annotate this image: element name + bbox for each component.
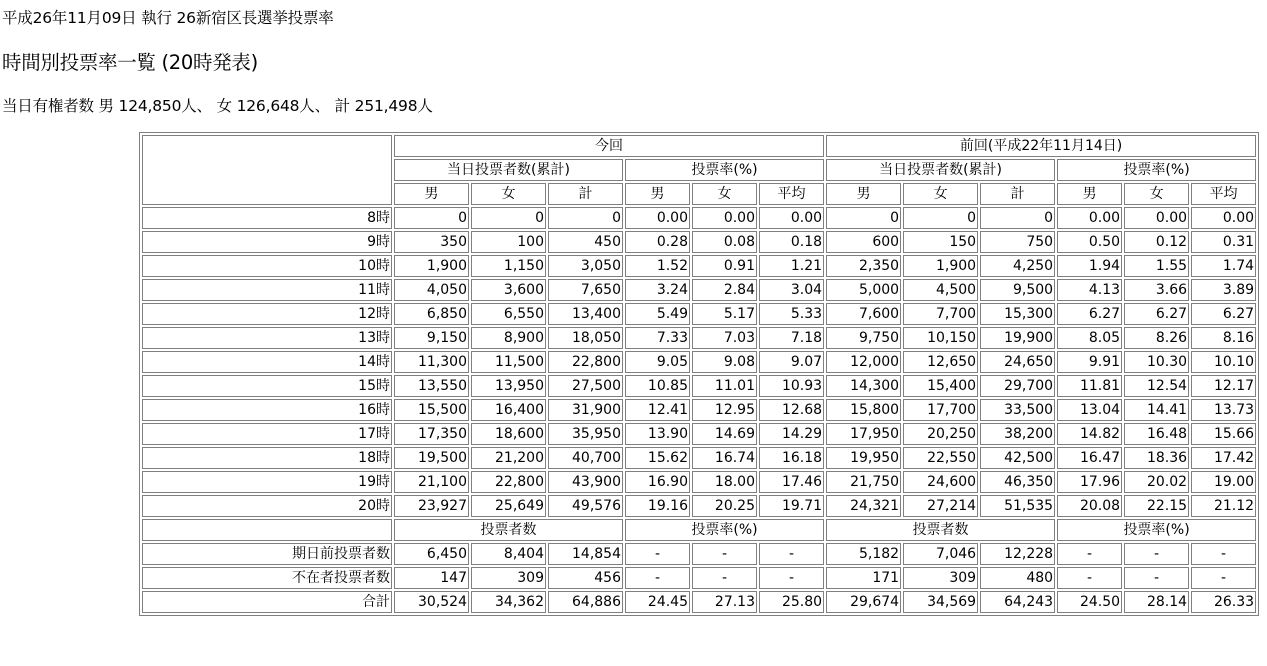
previous-cell: 1.94 xyxy=(1057,255,1122,277)
previous-cell: 309 xyxy=(903,567,978,589)
current-cell: 7.03 xyxy=(692,327,757,349)
current-cell: 24.45 xyxy=(625,591,690,613)
hourly-row xyxy=(142,279,1256,301)
summary-row xyxy=(142,543,1256,565)
previous-cell: 20.02 xyxy=(1124,471,1189,493)
previous-cell: 150 xyxy=(903,231,978,253)
row-label: 17時 xyxy=(142,423,392,445)
previous-cell: 1.55 xyxy=(1124,255,1189,277)
previous-count-header: 当日投票者数(累計) xyxy=(826,159,1055,181)
row-label: 14時 xyxy=(142,351,392,373)
col-total: 計 xyxy=(980,183,1055,205)
previous-cell: 64,243 xyxy=(980,591,1055,613)
current-cell: 19,500 xyxy=(394,447,469,469)
current-rate-header: 投票率(%) xyxy=(625,159,824,181)
previous-cell: 6.27 xyxy=(1057,303,1122,325)
current-cell: 12.41 xyxy=(625,399,690,421)
col-average: 平均 xyxy=(1191,183,1256,205)
previous-cell: 29,700 xyxy=(980,375,1055,397)
previous-cell: 46,350 xyxy=(980,471,1055,493)
current-cell: 21,100 xyxy=(394,471,469,493)
current-cell: 10.93 xyxy=(759,375,824,397)
extra-header xyxy=(142,519,1256,541)
col-female: 女 xyxy=(903,183,978,205)
col-male: 男 xyxy=(826,183,901,205)
current-cell: 5.33 xyxy=(759,303,824,325)
current-cell: 5.17 xyxy=(692,303,757,325)
current-cell: 3.04 xyxy=(759,279,824,301)
current-cell: 16.18 xyxy=(759,447,824,469)
current-cell: 34,362 xyxy=(471,591,546,613)
current-cell: 15.62 xyxy=(625,447,690,469)
current-cell: - xyxy=(759,543,824,565)
previous-cell: 8.05 xyxy=(1057,327,1122,349)
current-cell: 7.18 xyxy=(759,327,824,349)
hourly-rows xyxy=(142,207,1256,517)
previous-cell: 1.74 xyxy=(1191,255,1256,277)
previous-cell: 19.00 xyxy=(1191,471,1256,493)
previous-cell: 9,750 xyxy=(826,327,901,349)
current-cell: 27,500 xyxy=(548,375,623,397)
current-cell: 2.84 xyxy=(692,279,757,301)
current-cell: 15,500 xyxy=(394,399,469,421)
current-cell: 1.52 xyxy=(625,255,690,277)
previous-cell: 0 xyxy=(826,207,901,229)
previous-cell: 12.54 xyxy=(1124,375,1189,397)
current-cell: 6,850 xyxy=(394,303,469,325)
hourly-row xyxy=(142,423,1256,445)
current-cell: 43,900 xyxy=(548,471,623,493)
current-cell: 9.08 xyxy=(692,351,757,373)
row-label: 期日前投票者数 xyxy=(142,543,392,565)
previous-cell: 6.27 xyxy=(1124,303,1189,325)
current-cell: 16,400 xyxy=(471,399,546,421)
previous-cell: 2,350 xyxy=(826,255,901,277)
extra-rows xyxy=(142,543,1256,613)
current-cell: 35,950 xyxy=(548,423,623,445)
previous-cell: - xyxy=(1124,543,1189,565)
current-voters-header: 投票者数 xyxy=(394,519,623,541)
previous-cell: 0.00 xyxy=(1191,207,1256,229)
current-cell: 1.21 xyxy=(759,255,824,277)
current-cell: 7.33 xyxy=(625,327,690,349)
current-cell: 18,050 xyxy=(548,327,623,349)
current-cell: 0.00 xyxy=(692,207,757,229)
previous-cell: 0.12 xyxy=(1124,231,1189,253)
previous-cell: 15,300 xyxy=(980,303,1055,325)
previous-cell: 8.16 xyxy=(1191,327,1256,349)
previous-cell: - xyxy=(1191,567,1256,589)
current-cell: 10.85 xyxy=(625,375,690,397)
current-cell: 9.07 xyxy=(759,351,824,373)
previous-cell: 9.91 xyxy=(1057,351,1122,373)
previous-cell: 4,500 xyxy=(903,279,978,301)
current-cell: 31,900 xyxy=(548,399,623,421)
current-cell: 18.00 xyxy=(692,471,757,493)
current-cell: 4,050 xyxy=(394,279,469,301)
current-cell: 3.24 xyxy=(625,279,690,301)
extra-header-row xyxy=(142,519,1256,541)
current-cell: 16.90 xyxy=(625,471,690,493)
row-label: 不在者投票者数 xyxy=(142,567,392,589)
current-cell: 0 xyxy=(394,207,469,229)
previous-cell: 3.66 xyxy=(1124,279,1189,301)
previous-cell: - xyxy=(1124,567,1189,589)
col-female: 女 xyxy=(1124,183,1189,205)
current-cell: 23,927 xyxy=(394,495,469,517)
current-cell: 25.80 xyxy=(759,591,824,613)
summary-row xyxy=(142,567,1256,589)
row-label: 9時 xyxy=(142,231,392,253)
previous-cell: 13.04 xyxy=(1057,399,1122,421)
previous-cell: 12,000 xyxy=(826,351,901,373)
previous-cell: 11.81 xyxy=(1057,375,1122,397)
previous-cell: 14,300 xyxy=(826,375,901,397)
previous-cell: 3.89 xyxy=(1191,279,1256,301)
current-cell: 3,600 xyxy=(471,279,546,301)
previous-cell: 22.15 xyxy=(1124,495,1189,517)
previous-cell: 12.17 xyxy=(1191,375,1256,397)
previous-cell: 1,900 xyxy=(903,255,978,277)
current-cell: 49,576 xyxy=(548,495,623,517)
previous-cell: 19,900 xyxy=(980,327,1055,349)
previous-cell: 42,500 xyxy=(980,447,1055,469)
previous-cell: 16.47 xyxy=(1057,447,1122,469)
previous-cell: 480 xyxy=(980,567,1055,589)
col-female: 女 xyxy=(471,183,546,205)
previous-cell: 7,600 xyxy=(826,303,901,325)
current-cell: 14.29 xyxy=(759,423,824,445)
previous-cell: 20.08 xyxy=(1057,495,1122,517)
current-cell: 12.68 xyxy=(759,399,824,421)
current-cell: 17.46 xyxy=(759,471,824,493)
previous-cell: 7,700 xyxy=(903,303,978,325)
row-label: 13時 xyxy=(142,327,392,349)
col-average: 平均 xyxy=(759,183,824,205)
previous-rate-header: 投票率(%) xyxy=(1057,159,1256,181)
current-cell: - xyxy=(625,567,690,589)
previous-cell: 0.00 xyxy=(1057,207,1122,229)
hourly-row xyxy=(142,255,1256,277)
current-cell: 13,400 xyxy=(548,303,623,325)
hourly-row xyxy=(142,303,1256,325)
current-cell: 8,900 xyxy=(471,327,546,349)
previous-cell: 17.96 xyxy=(1057,471,1122,493)
current-count-header: 当日投票者数(累計) xyxy=(394,159,623,181)
previous-cell: 5,000 xyxy=(826,279,901,301)
current-cell: 12.95 xyxy=(692,399,757,421)
current-cell: 100 xyxy=(471,231,546,253)
current-cell: 13,550 xyxy=(394,375,469,397)
previous-cell: 4,250 xyxy=(980,255,1055,277)
previous-cell: - xyxy=(1057,543,1122,565)
current-cell: 350 xyxy=(394,231,469,253)
current-cell: 0.18 xyxy=(759,231,824,253)
previous-cell: 10,150 xyxy=(903,327,978,349)
current-cell: 30,524 xyxy=(394,591,469,613)
previous-cell: 12,650 xyxy=(903,351,978,373)
previous-cell: 21,750 xyxy=(826,471,901,493)
current-cell: 5.49 xyxy=(625,303,690,325)
corner-cell xyxy=(142,519,392,541)
col-male: 男 xyxy=(1057,183,1122,205)
previous-voters-header: 投票者数 xyxy=(826,519,1055,541)
previous-cell: 22,550 xyxy=(903,447,978,469)
col-total: 計 xyxy=(548,183,623,205)
previous-cell: 18.36 xyxy=(1124,447,1189,469)
previous-cell: 0 xyxy=(980,207,1055,229)
previous-cell: 4.13 xyxy=(1057,279,1122,301)
summary-row xyxy=(142,591,1256,613)
current-cell: 456 xyxy=(548,567,623,589)
current-cell: 11,500 xyxy=(471,351,546,373)
hourly-row xyxy=(142,495,1256,517)
previous-cell: 24,650 xyxy=(980,351,1055,373)
col-male: 男 xyxy=(394,183,469,205)
row-label: 18時 xyxy=(142,447,392,469)
previous-cell: 17,700 xyxy=(903,399,978,421)
current-cell: 450 xyxy=(548,231,623,253)
current-cell: 0 xyxy=(548,207,623,229)
current-cell: 19.71 xyxy=(759,495,824,517)
previous-cell: 24.50 xyxy=(1057,591,1122,613)
current-cell: 21,200 xyxy=(471,447,546,469)
previous-cell: 17,950 xyxy=(826,423,901,445)
current-cell: 0.28 xyxy=(625,231,690,253)
previous-cell: 21.12 xyxy=(1191,495,1256,517)
current-cell: 20.25 xyxy=(692,495,757,517)
group-current: 今回 xyxy=(394,135,824,157)
previous-cell: 24,321 xyxy=(826,495,901,517)
previous-cell: 9,500 xyxy=(980,279,1055,301)
previous-cell: 0 xyxy=(903,207,978,229)
current-cell: 0.00 xyxy=(625,207,690,229)
current-cell: - xyxy=(692,567,757,589)
previous-cell: 0.31 xyxy=(1191,231,1256,253)
previous-cell: 6.27 xyxy=(1191,303,1256,325)
row-label: 11時 xyxy=(142,279,392,301)
current-cell: 11.01 xyxy=(692,375,757,397)
hourly-row xyxy=(142,231,1256,253)
previous-cell: 24,600 xyxy=(903,471,978,493)
row-label: 10時 xyxy=(142,255,392,277)
current-rate-header: 投票率(%) xyxy=(625,519,824,541)
previous-cell: 38,200 xyxy=(980,423,1055,445)
previous-cell: 14.41 xyxy=(1124,399,1189,421)
current-cell: 16.74 xyxy=(692,447,757,469)
previous-cell: 33,500 xyxy=(980,399,1055,421)
previous-cell: 750 xyxy=(980,231,1055,253)
current-cell: 0.00 xyxy=(759,207,824,229)
previous-cell: 28.14 xyxy=(1124,591,1189,613)
previous-cell: 15,800 xyxy=(826,399,901,421)
current-cell: 0 xyxy=(471,207,546,229)
previous-cell: 171 xyxy=(826,567,901,589)
row-label: 15時 xyxy=(142,375,392,397)
previous-cell: 20,250 xyxy=(903,423,978,445)
current-cell: 19.16 xyxy=(625,495,690,517)
current-cell: - xyxy=(759,567,824,589)
row-label: 19時 xyxy=(142,471,392,493)
current-cell: 14.69 xyxy=(692,423,757,445)
previous-cell: 14.82 xyxy=(1057,423,1122,445)
current-cell: 18,600 xyxy=(471,423,546,445)
current-cell: 147 xyxy=(394,567,469,589)
previous-cell: 16.48 xyxy=(1124,423,1189,445)
current-cell: 6,550 xyxy=(471,303,546,325)
row-label: 16時 xyxy=(142,399,392,421)
current-cell: 8,404 xyxy=(471,543,546,565)
header-row-groups xyxy=(142,135,1256,157)
hourly-row xyxy=(142,327,1256,349)
previous-cell: 7,046 xyxy=(903,543,978,565)
hourly-row xyxy=(142,351,1256,373)
current-cell: 3,050 xyxy=(548,255,623,277)
registered-voters: 当日有権者数 男 124,850人、 女 126,648人、 計 251,498人 xyxy=(2,97,433,115)
hourly-row xyxy=(142,375,1256,397)
previous-cell: 26.33 xyxy=(1191,591,1256,613)
previous-cell: - xyxy=(1057,567,1122,589)
hourly-row xyxy=(142,447,1256,469)
previous-cell: 19,950 xyxy=(826,447,901,469)
current-cell: 13.90 xyxy=(625,423,690,445)
hourly-row xyxy=(142,399,1256,421)
current-cell: 64,886 xyxy=(548,591,623,613)
previous-cell: 8.26 xyxy=(1124,327,1189,349)
previous-cell: 0.50 xyxy=(1057,231,1122,253)
previous-cell: 10.10 xyxy=(1191,351,1256,373)
current-cell: 14,854 xyxy=(548,543,623,565)
current-cell: 9.05 xyxy=(625,351,690,373)
previous-cell: 600 xyxy=(826,231,901,253)
previous-cell: 12,228 xyxy=(980,543,1055,565)
current-cell: 1,900 xyxy=(394,255,469,277)
turnout-table xyxy=(139,132,1259,616)
hourly-row xyxy=(142,471,1256,493)
row-label: 8時 xyxy=(142,207,392,229)
row-label: 20時 xyxy=(142,495,392,517)
previous-cell: 0.00 xyxy=(1124,207,1189,229)
current-cell: - xyxy=(625,543,690,565)
previous-cell: 13.73 xyxy=(1191,399,1256,421)
election-info: 平成26年11月09日 執行 26新宿区長選挙投票率 xyxy=(2,9,334,27)
previous-cell: 29,674 xyxy=(826,591,901,613)
current-cell: 22,800 xyxy=(548,351,623,373)
current-cell: 17,350 xyxy=(394,423,469,445)
current-cell: 0.08 xyxy=(692,231,757,253)
current-cell: 6,450 xyxy=(394,543,469,565)
previous-rate-header: 投票率(%) xyxy=(1057,519,1256,541)
current-cell: 40,700 xyxy=(548,447,623,469)
previous-cell: 15,400 xyxy=(903,375,978,397)
current-cell: 13,950 xyxy=(471,375,546,397)
current-cell: 0.91 xyxy=(692,255,757,277)
previous-cell: 17.42 xyxy=(1191,447,1256,469)
current-cell: 22,800 xyxy=(471,471,546,493)
previous-cell: 15.66 xyxy=(1191,423,1256,445)
current-cell: 7,650 xyxy=(548,279,623,301)
col-female: 女 xyxy=(692,183,757,205)
current-cell: 309 xyxy=(471,567,546,589)
previous-cell: - xyxy=(1191,543,1256,565)
group-previous: 前回(平成22年11月14日) xyxy=(826,135,1256,157)
row-label: 12時 xyxy=(142,303,392,325)
hourly-row xyxy=(142,207,1256,229)
row-label: 合計 xyxy=(142,591,392,613)
previous-cell: 5,182 xyxy=(826,543,901,565)
corner-cell xyxy=(142,135,392,205)
current-cell: - xyxy=(692,543,757,565)
previous-cell: 51,535 xyxy=(980,495,1055,517)
col-male: 男 xyxy=(625,183,690,205)
current-cell: 1,150 xyxy=(471,255,546,277)
previous-cell: 34,569 xyxy=(903,591,978,613)
turnout-table-container xyxy=(139,132,1259,616)
current-cell: 27.13 xyxy=(692,591,757,613)
current-cell: 11,300 xyxy=(394,351,469,373)
page-title: 時間別投票率一覧 (20時発表) xyxy=(2,51,258,74)
current-cell: 9,150 xyxy=(394,327,469,349)
previous-cell: 27,214 xyxy=(903,495,978,517)
current-cell: 25,649 xyxy=(471,495,546,517)
previous-cell: 10.30 xyxy=(1124,351,1189,373)
